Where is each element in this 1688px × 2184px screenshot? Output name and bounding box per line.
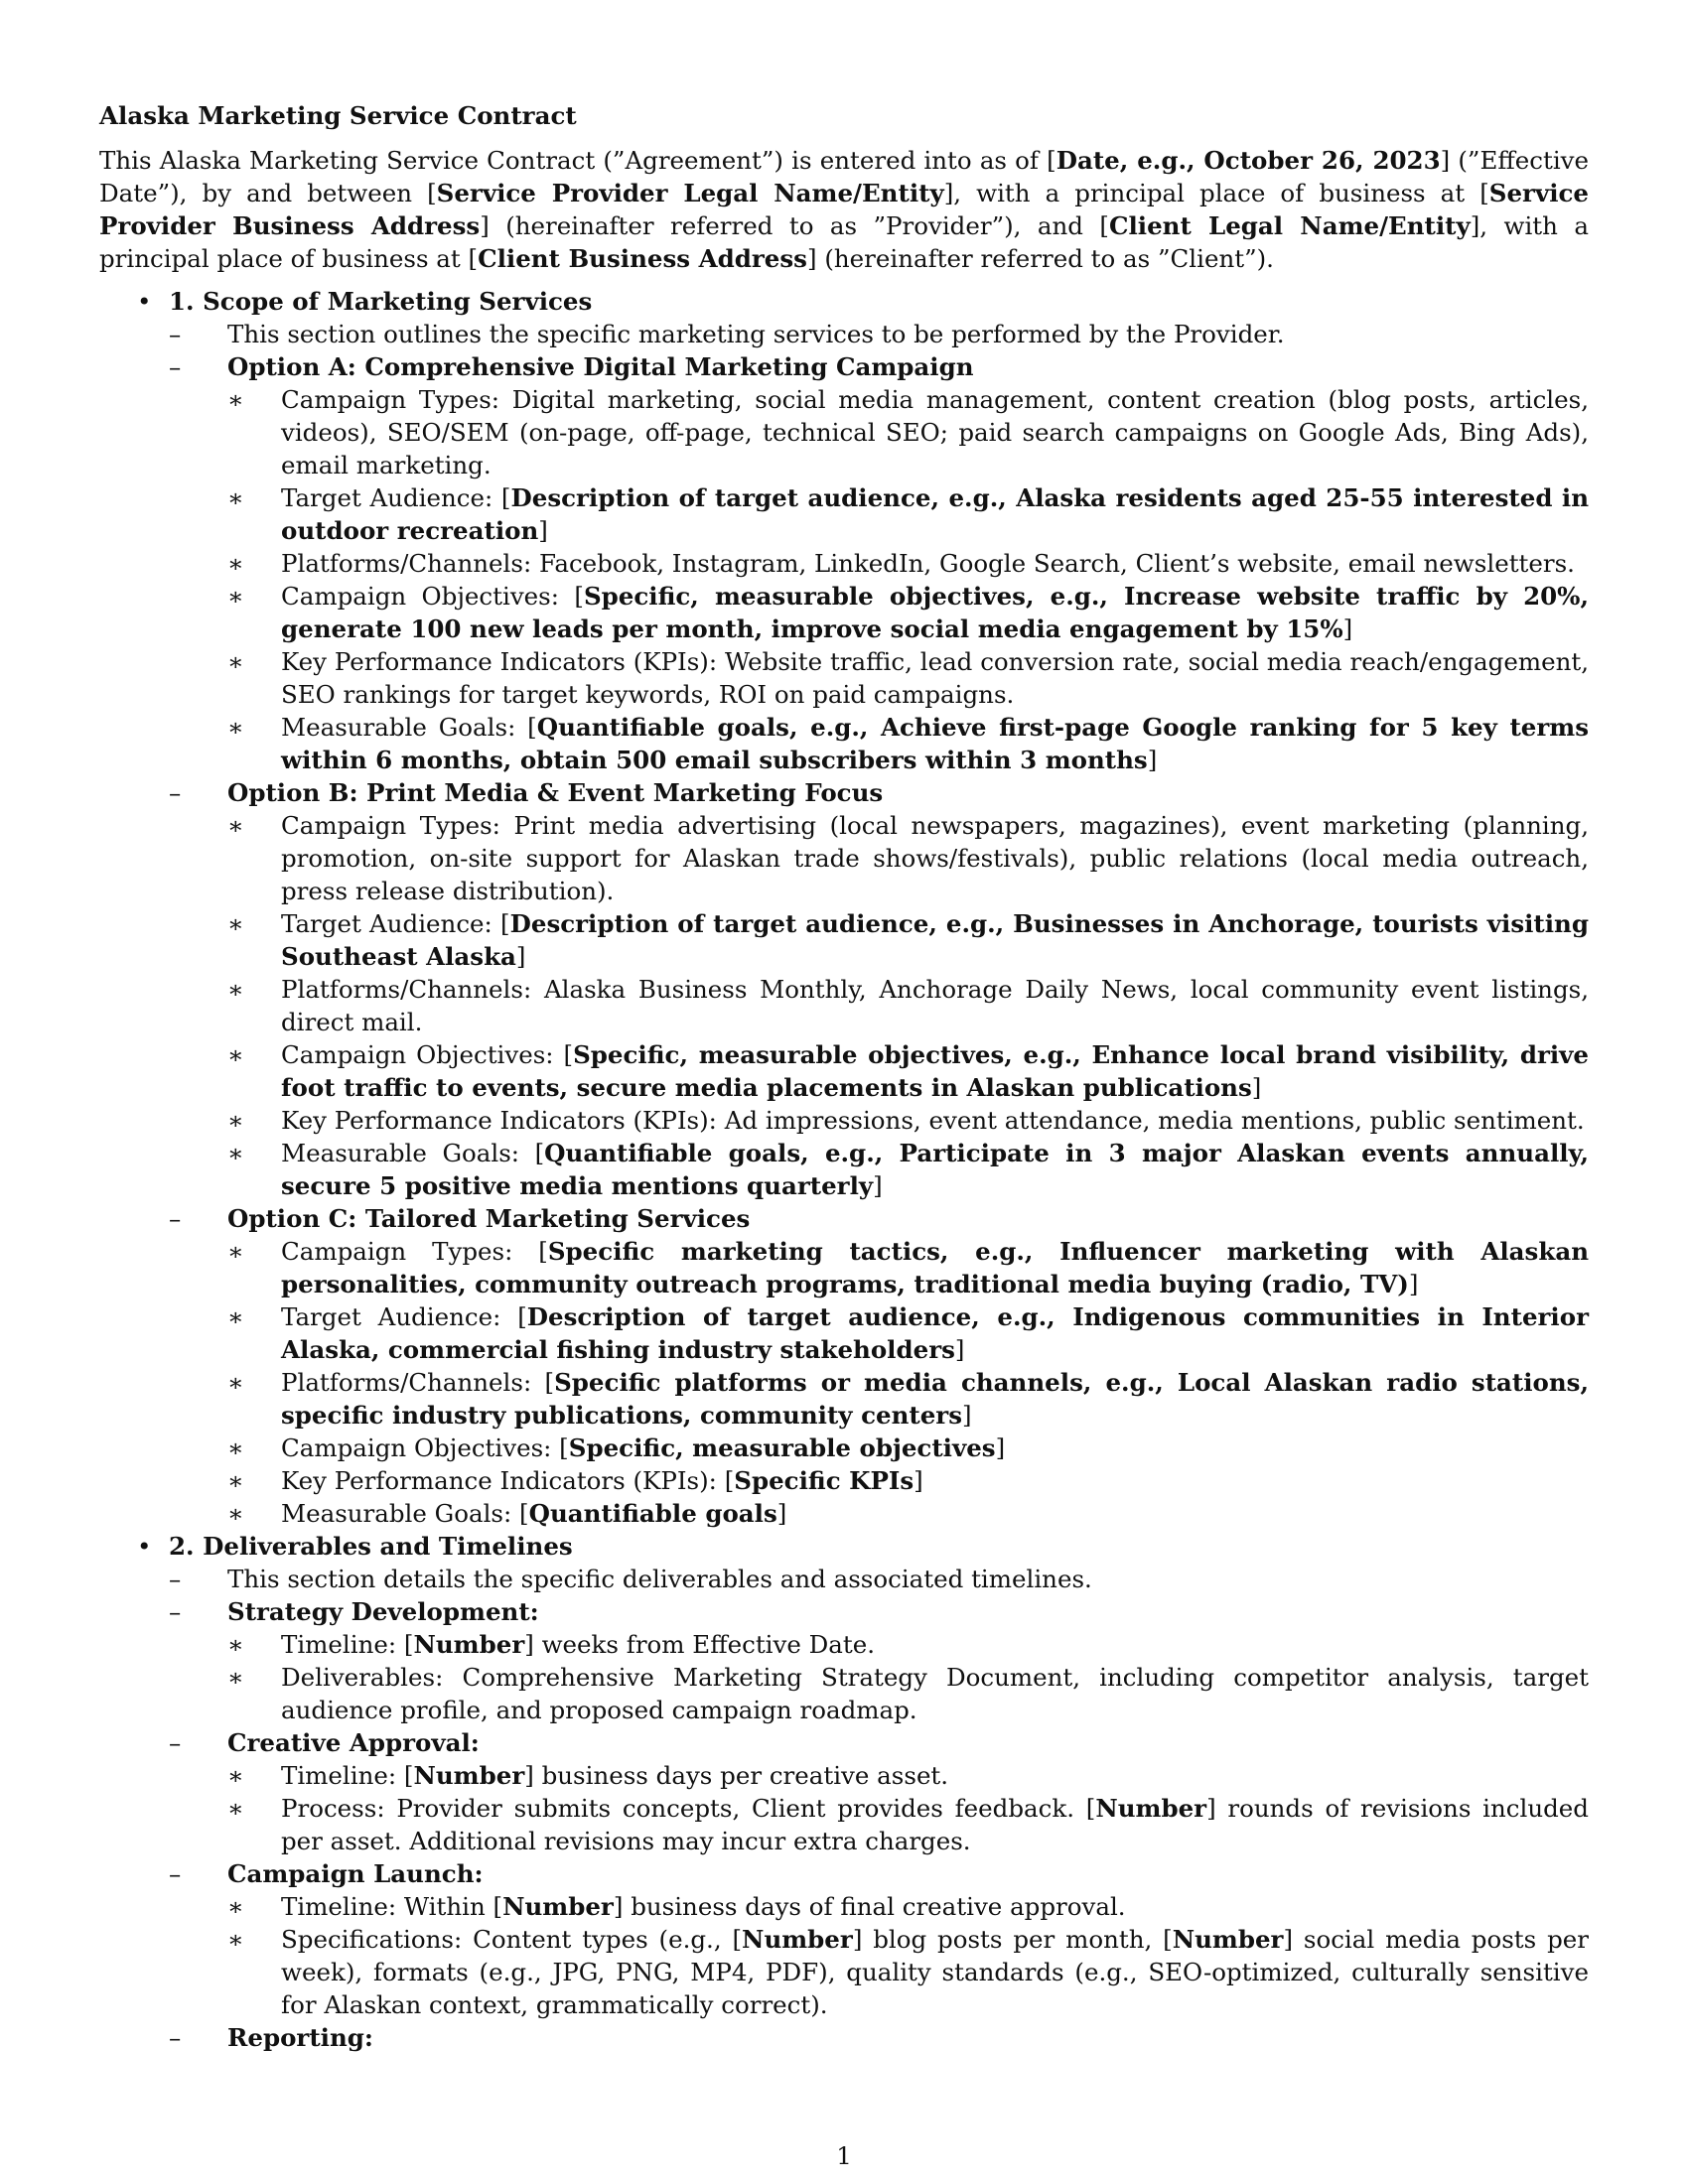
detail-item [227, 1137, 1589, 1202]
subsection-item [169, 318, 1589, 350]
text-run: ] social media posts per week), formats (e.g., JPG, PNG, MP4, PDF), quality standards (e.g., SEO-optimized, culturally sensitive for Alaskan context, grammatically correct). [281, 1925, 1589, 2019]
detail-item [227, 809, 1589, 907]
bold-text-run: Description of target audience, e.g., Businesses in Anchorage, tourists visiting Southeast Alaska [281, 909, 1589, 971]
bold-text-run: Service Provider Business Address [99, 179, 1590, 240]
bold-text-run: Number [1172, 1925, 1284, 1954]
bullet-marker: ∗ [227, 483, 244, 512]
subsection-item [169, 1857, 1589, 2021]
detail-item [227, 580, 1589, 645]
text-run: This section outlines the specific marketing services to be performed by the Provider. [227, 320, 1285, 348]
bullet-marker: ∗ [227, 1663, 244, 1692]
bold-text-run: Specific, measurable objectives, e.g., Enhance local brand visibility, drive foot traffic to events, secure media placements in Alaskan publications [281, 1040, 1589, 1102]
bold-text-run: Quantifiable goals, e.g., Achieve first-page Google ranking for 5 key terms within 6 months, obtain 500 email subscribers within 3 months [281, 713, 1589, 774]
text-run: Specifications: Content types (e.g., [ [281, 1925, 743, 1954]
subsection-item [169, 1595, 1589, 1726]
bold-text-run: Creative Approval: [227, 1728, 480, 1757]
bold-text-run: Strategy Development: [227, 1597, 539, 1626]
detail-item [227, 1628, 1589, 1661]
bold-text-run: Number [1095, 1794, 1207, 1823]
bold-text-run: Specific platforms or media channels, e.g., Local Alaskan radio stations, specific industry publications, community centers [281, 1368, 1590, 1430]
bold-text-run: Specific, measurable objectives [568, 1433, 996, 1462]
bold-text-run: Specific, measurable objectives, e.g., Increase website traffic by 20%, generate 100 new leads per month, improve social media engagement by 15% [281, 582, 1589, 643]
detail-item [227, 1038, 1589, 1104]
text-run: Campaign Types: Print media advertising (local newspapers, magazines), event marketing (planning, promotion, on-site support for Alaskan trade shows/festivals), public relations (local media outreach, press release distribution). [281, 811, 1589, 905]
text-run: ] [1408, 1270, 1419, 1298]
text-run: ] (hereinafter referred to as ”Provider”), and [ [480, 211, 1109, 240]
section-item [99, 285, 1589, 1530]
subsection-text [227, 778, 883, 807]
text-run: Deliverables: Comprehensive Marketing Strategy Document, including competitor analysis, target audience profile, and proposed campaign roadmap. [281, 1663, 1589, 1724]
subsection-text [227, 1204, 750, 1233]
bullet-marker: ∗ [227, 975, 244, 1004]
detail-item [227, 645, 1589, 711]
text-run: ] [1147, 746, 1158, 774]
bullet-marker: ∗ [227, 1892, 244, 1921]
text-run: ], with a principal place of business at [ [943, 179, 1489, 207]
text-run: Target Audience: [ [281, 1302, 527, 1331]
subsection-item [169, 1563, 1589, 1595]
text-run: Campaign Objectives: [ [281, 582, 584, 611]
text-run: ] [873, 1171, 883, 1200]
bullet-marker: – [169, 2023, 182, 2052]
text-run: Measurable Goals: [ [281, 1499, 529, 1528]
text-run: ] blog posts per month, [ [852, 1925, 1173, 1954]
bold-text-run: Service Provider Legal Name/Entity [436, 179, 944, 207]
bullet-marker: ∗ [227, 909, 244, 938]
detail-item [227, 1890, 1589, 1923]
detail-item [227, 383, 1589, 481]
bold-text-run: Specific KPIs [734, 1466, 914, 1495]
detail-item [227, 1104, 1589, 1137]
subsection-item [169, 350, 1589, 776]
text-run: ] weeks from Effective Date. [524, 1630, 876, 1659]
detail-item [227, 1759, 1589, 1792]
subsection-item [169, 776, 1589, 1202]
bullet-marker: ∗ [227, 1499, 244, 1528]
detail-list [227, 1759, 1589, 1857]
bullet-marker: ∗ [227, 1106, 244, 1135]
subsection-text [227, 352, 974, 381]
text-run: Platforms/Channels: Facebook, Instagram, LinkedIn, Google Search, Client’s website, email newsletters. [281, 549, 1575, 578]
detail-item [227, 907, 1589, 973]
bullet-marker: – [169, 320, 182, 348]
subsection-text [227, 1859, 484, 1888]
document-title: Alaska Marketing Service Contract [99, 101, 577, 130]
text-run: ] (”Effective Date”), by and between [ [99, 146, 1589, 207]
detail-item [227, 547, 1589, 580]
bullet-marker: ∗ [227, 1925, 244, 1954]
detail-item [227, 1366, 1589, 1432]
text-run: ] [1251, 1073, 1262, 1102]
bold-text-run: Number [413, 1761, 525, 1790]
text-run: Key Performance Indicators (KPIs): [ [281, 1466, 735, 1495]
detail-item [227, 1792, 1589, 1857]
bullet-marker: – [169, 1859, 182, 1888]
bullet-marker: ∗ [227, 1761, 244, 1790]
bullet-marker: – [169, 1728, 182, 1757]
bold-text-run: Option A: Comprehensive Digital Marketing Campaign [227, 352, 974, 381]
text-run: Process: Provider submits concepts, Client provides feedback. [ [281, 1794, 1096, 1823]
detail-list [227, 1890, 1589, 2021]
detail-item [227, 1661, 1589, 1726]
text-run: ] [515, 942, 526, 971]
text-run: ] rounds of revisions included per asset. Additional revisions may incur extra charges. [281, 1794, 1589, 1855]
subsection-text [227, 1728, 480, 1757]
subsection-list [169, 1563, 1589, 2054]
text-run: Target Audience: [ [281, 909, 510, 938]
bullet-marker: ∗ [227, 1794, 244, 1823]
detail-item [227, 1432, 1589, 1464]
bullet-marker: – [169, 1204, 182, 1233]
bold-text-run: Number [413, 1630, 525, 1659]
bold-text-run: Description of target audience, e.g., Alaska residents aged 25-55 interested in outdoor recreation [281, 483, 1590, 545]
bold-text-run: Date, e.g., October 26, 2023 [1055, 146, 1441, 175]
section-item [99, 1530, 1589, 2054]
text-run: Timeline: [ [281, 1761, 414, 1790]
text-run: ] business days per creative asset. [524, 1761, 949, 1790]
subsection-item [169, 2021, 1589, 2054]
text-run: Key Performance Indicators (KPIs): Website traffic, lead conversion rate, social media reach/engagement, SEO rankings for target keywords, ROI on paid campaigns. [281, 647, 1589, 709]
bullet-marker: ∗ [227, 1139, 244, 1167]
text-run: ] [1342, 614, 1353, 643]
text-run: This section details the specific deliverables and associated timelines. [227, 1565, 1092, 1593]
bullet-marker: ∗ [227, 1302, 244, 1331]
bold-text-run: Quantifiable goals, e.g., Participate in 3 major Alaskan events annually, secure 5 positive media mentions quarterly [281, 1139, 1589, 1200]
subsection-item [169, 1726, 1589, 1857]
text-run: ] [538, 516, 548, 545]
bold-text-run: Number [502, 1892, 614, 1921]
section-list [99, 285, 1589, 2054]
bold-text-run: Option C: Tailored Marketing Services [227, 1204, 751, 1233]
section-heading: 2. Deliverables and Timelines [169, 1532, 573, 1561]
detail-list [227, 383, 1589, 776]
bold-text-run: Reporting: [227, 2023, 373, 2052]
bold-text-run: Campaign Launch: [227, 1859, 484, 1888]
text-run: Campaign Types: Digital marketing, social media management, content creation (blog posts, articles, videos), SEO/SEM (on-page, off-page, technical SEO; paid search campaigns on Google Ads, Bing Ads), email marketing. [281, 385, 1589, 479]
text-run: Campaign Objectives: [ [281, 1433, 569, 1462]
bullet-marker: ∗ [227, 582, 244, 611]
detail-item [227, 1923, 1589, 2021]
detail-list [227, 809, 1589, 1202]
detail-list [227, 1235, 1589, 1530]
bold-text-run: Description of target audience, e.g., Indigenous communities in Interior Alaska, commercial fishing industry stakeholders [281, 1302, 1589, 1364]
bold-text-run: Client Business Address [478, 244, 807, 273]
bullet-marker: – [169, 352, 182, 381]
bold-text-run: Specific marketing tactics, e.g., Influencer marketing with Alaskan personalities, community outreach programs, traditional media buying (radio, TV) [281, 1237, 1590, 1298]
bullet-marker: • [137, 287, 152, 316]
bullet-marker: ∗ [227, 811, 244, 840]
detail-item [227, 973, 1589, 1038]
bullet-marker: ∗ [227, 1630, 244, 1659]
text-run: Key Performance Indicators (KPIs): Ad impressions, event attendance, media mentions, public sentiment. [281, 1106, 1585, 1135]
bold-text-run: Client Legal Name/Entity [1108, 211, 1471, 240]
subsection-text [227, 320, 1285, 348]
bullet-marker: – [169, 1597, 182, 1626]
text-run: Measurable Goals: [ [281, 713, 537, 742]
detail-list [227, 1628, 1589, 1726]
text-run: ] [776, 1499, 787, 1528]
bullet-marker: • [137, 1532, 152, 1561]
text-run: ] [914, 1466, 923, 1495]
document-page [99, 99, 1589, 2054]
text-run: Target Audience: [ [281, 483, 511, 512]
subsection-text [227, 2023, 373, 2052]
bold-text-run: Option B: Print Media & Event Marketing Focus [227, 778, 884, 807]
subsection-list [169, 318, 1589, 1530]
subsection-text [227, 1597, 539, 1626]
bullet-marker: ∗ [227, 647, 244, 676]
bullet-marker: ∗ [227, 1466, 244, 1495]
text-run: Platforms/Channels: [ [281, 1368, 555, 1397]
text-run: Measurable Goals: [ [281, 1139, 545, 1167]
text-run: ] business days of final creative approval. [613, 1892, 1126, 1921]
bold-text-run: Quantifiable goals [528, 1499, 777, 1528]
bullet-marker: ∗ [227, 1433, 244, 1462]
bullet-marker: ∗ [227, 1237, 244, 1266]
detail-item [227, 1497, 1589, 1530]
section-heading: 1. Scope of Marketing Services [169, 287, 593, 316]
bullet-marker: – [169, 1565, 182, 1593]
subsection-item [169, 1202, 1589, 1530]
text-run: Campaign Objectives: [ [281, 1040, 574, 1069]
bold-text-run: Number [742, 1925, 853, 1954]
text-run: Timeline: [ [281, 1630, 414, 1659]
bullet-marker: ∗ [227, 1040, 244, 1069]
bullet-marker: ∗ [227, 713, 244, 742]
text-run: ] (hereinafter referred to as ”Client”). [806, 244, 1274, 273]
text-run: Platforms/Channels: Alaska Business Monthly, Anchorage Daily News, local community event listings, direct mail. [281, 975, 1589, 1036]
detail-item [227, 481, 1589, 547]
page-number: 1 [836, 2141, 852, 2170]
detail-item [227, 1235, 1589, 1300]
text-run: ] [962, 1401, 972, 1430]
detail-item [227, 711, 1589, 776]
text-run: ] [954, 1335, 965, 1364]
text-run: Timeline: Within [ [281, 1892, 503, 1921]
bullet-marker: ∗ [227, 1368, 244, 1397]
subsection-text [227, 1565, 1092, 1593]
text-run: Campaign Types: [ [281, 1237, 548, 1266]
bullet-marker: ∗ [227, 385, 244, 414]
text-run: ] [995, 1433, 1006, 1462]
text-run: This Alaska Marketing Service Contract (”Agreement”) is entered into as of [ [99, 146, 1056, 175]
bullet-marker: ∗ [227, 549, 244, 578]
bullet-marker: – [169, 778, 182, 807]
detail-item [227, 1300, 1589, 1366]
text-run: ], with a principal place of business at [ [99, 211, 1589, 273]
intro-paragraph [99, 144, 1589, 275]
detail-item [227, 1464, 1589, 1497]
